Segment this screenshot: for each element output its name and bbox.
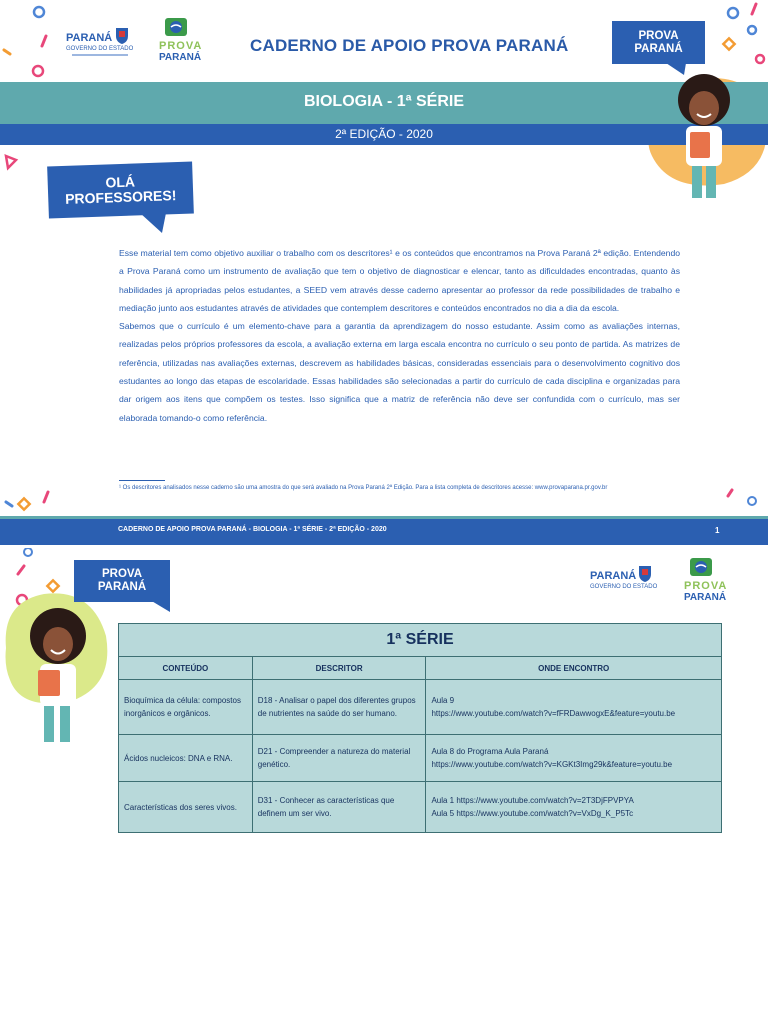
resource-link[interactable]: https://www.youtube.com/watch?v=KGKt3Img29k&feature=youtu.be (431, 760, 673, 769)
subject-title: BIOLOGIA - 1ª SÉRIE (303, 93, 464, 110)
page2-coat-of-arms-icon (638, 564, 652, 582)
edition-label: 2ª EDIÇÃO - 2020 (335, 127, 433, 141)
table-row (119, 782, 722, 833)
greeting-badge (47, 161, 194, 218)
cell-conteudo: Ácidos nucleicos: DNA e RNA. (119, 735, 253, 782)
resource-link[interactable]: Aula 5 https://www.youtube.com/watch?v=VxDg_K_P5Tc (431, 809, 634, 818)
student-illustration (664, 72, 744, 202)
page2-gov-logo-sub: GOVERNO DO ESTADO (590, 584, 658, 590)
page2-gov-logo-name: PARANÁ (590, 570, 637, 582)
cell-descritor: D18 - Analisar o papel dos diferentes grupos de nutrientes na saúde do ser humano. (252, 680, 426, 735)
page2-badge-line1: PROVA (101, 568, 143, 581)
document-title: CADERNO DE APOIO PROVA PARANÁ (250, 36, 569, 55)
badge-tail (666, 63, 688, 77)
coat-of-arms-icon (115, 26, 129, 44)
badge-line1: PROVA (638, 29, 679, 42)
gov-logo-sub: GOVERNO DO ESTADO (66, 46, 134, 52)
cell-onde-encontro (426, 782, 722, 833)
footnote-rule (119, 480, 165, 481)
footer-text: CADERNO DE APOIO PROVA PARANÁ - BIOLOGIA - 1ª SÉRIE - 2ª EDIÇÃO - 2020 (118, 526, 387, 533)
resource-line: Aula 8 do Programa Aula Paraná (431, 747, 549, 756)
page2-badge-line2: PARANÁ (97, 581, 147, 593)
cell-descritor: D21 - Compreender a natureza do material genético. (252, 735, 426, 782)
intro-text (119, 244, 680, 427)
page2-gov-logo (590, 562, 660, 596)
cell-onde-encontro (426, 680, 722, 735)
column-header-descritor: DESCRITOR (252, 657, 426, 680)
parana-gov-logo (66, 26, 136, 60)
table-title: 1ª SÉRIE (119, 624, 722, 657)
greeting-line2: PROFESSORES! (64, 187, 177, 207)
prova-parana-logo (159, 16, 205, 66)
intro-paragraph-1: Esse material tem como objetivo auxiliar o trabalho com os descritores¹ e os conteúdos que encontramos na Prova Paraná 2ª edição. Entendendo a Prova Paraná como um instrumento de avaliação que tem o objetivo de diagnosticar e elencar, tanto as dificuldades encontradas, quanto às habilidades já apropriadas pelos estudantes, a SEED vem através desse caderno apresentar ao professor da rede possibilidades de trabalho e mediação junto aos estudantes através de atividades que contemplem descritores e conteúdos encontrados no dia a dia da escola. (119, 248, 680, 313)
page2-flag-icon (688, 556, 716, 580)
flag-icon (163, 16, 191, 40)
page2-badge-tail (150, 600, 172, 614)
resource-link[interactable]: https://www.youtube.com/watch?v=fFRDawwogxE&feature=youtu.be (431, 709, 676, 718)
resource-link[interactable]: Aula 1 https://www.youtube.com/watch?v=2T3DjFPVPYA (431, 796, 634, 805)
page2-prova-logo (684, 556, 730, 606)
greeting-badge-tail (140, 213, 168, 235)
page2-prova-badge (74, 560, 170, 602)
column-header-conteudo: CONTEÚDO (119, 657, 253, 680)
prova-parana-badge (612, 21, 705, 64)
greeting-line1: OLÁ (105, 173, 136, 191)
table-row (119, 735, 722, 782)
student-illustration-2 (22, 606, 102, 746)
prova-logo-top: PROVA (159, 40, 203, 52)
cell-onde-encontro (426, 735, 722, 782)
gov-logo-name: PARANÁ (66, 32, 113, 44)
table-row (119, 680, 722, 735)
intro-paragraph-2: Sabemos que o currículo é um elemento-chave para a garantia da aprendizagem do nosso estudante. Assim como as avaliações internas, realizadas pelos próprios professores da escola, a avaliação externa em larga escala encontra no currículo o seu ponto de partida. As matrizes de referência, utilizadas nas avaliações externas, descrevem as habilidades básicas, consideradas essenciais para o desenvolvimento cognitivo dos estudantes ao longo das etapas de escolaridade. Essas habilidades são selecionadas a partir do currículo de cada disciplina e organizadas para dar origem aos itens que compõem os testes. Isso significa que a matriz de referência não deve ser confundida com o currículo, mas ser elaborada tomando-o como referência. (119, 321, 680, 423)
page2-prova-logo-bottom: PARANÁ (684, 592, 727, 603)
content-table (118, 623, 722, 833)
cell-descritor: D31 - Conhecer as características que definem um ser vivo. (252, 782, 426, 833)
prova-logo-bottom: PARANÁ (159, 52, 202, 63)
column-header-onde-encontro: ONDE ENCONTRO (426, 657, 722, 680)
page-number: 1 (715, 526, 720, 535)
page2-prova-logo-top: PROVA (684, 580, 728, 592)
cell-conteudo: Características dos seres vivos. (119, 782, 253, 833)
badge-line2: PARANÁ (634, 42, 683, 55)
footnote: ¹ Os descritores analisados nesse caderno são uma amostra do que será avaliado na Prova Paraná 2ª Edição. Para a lista completa de descritores acesse: www.provaparana.pr.gov.br (119, 485, 608, 491)
cell-conteudo: Bioquímica da célula: compostos inorgânicos e orgânicos. (119, 680, 253, 735)
resource-line: Aula 9 (431, 696, 455, 705)
